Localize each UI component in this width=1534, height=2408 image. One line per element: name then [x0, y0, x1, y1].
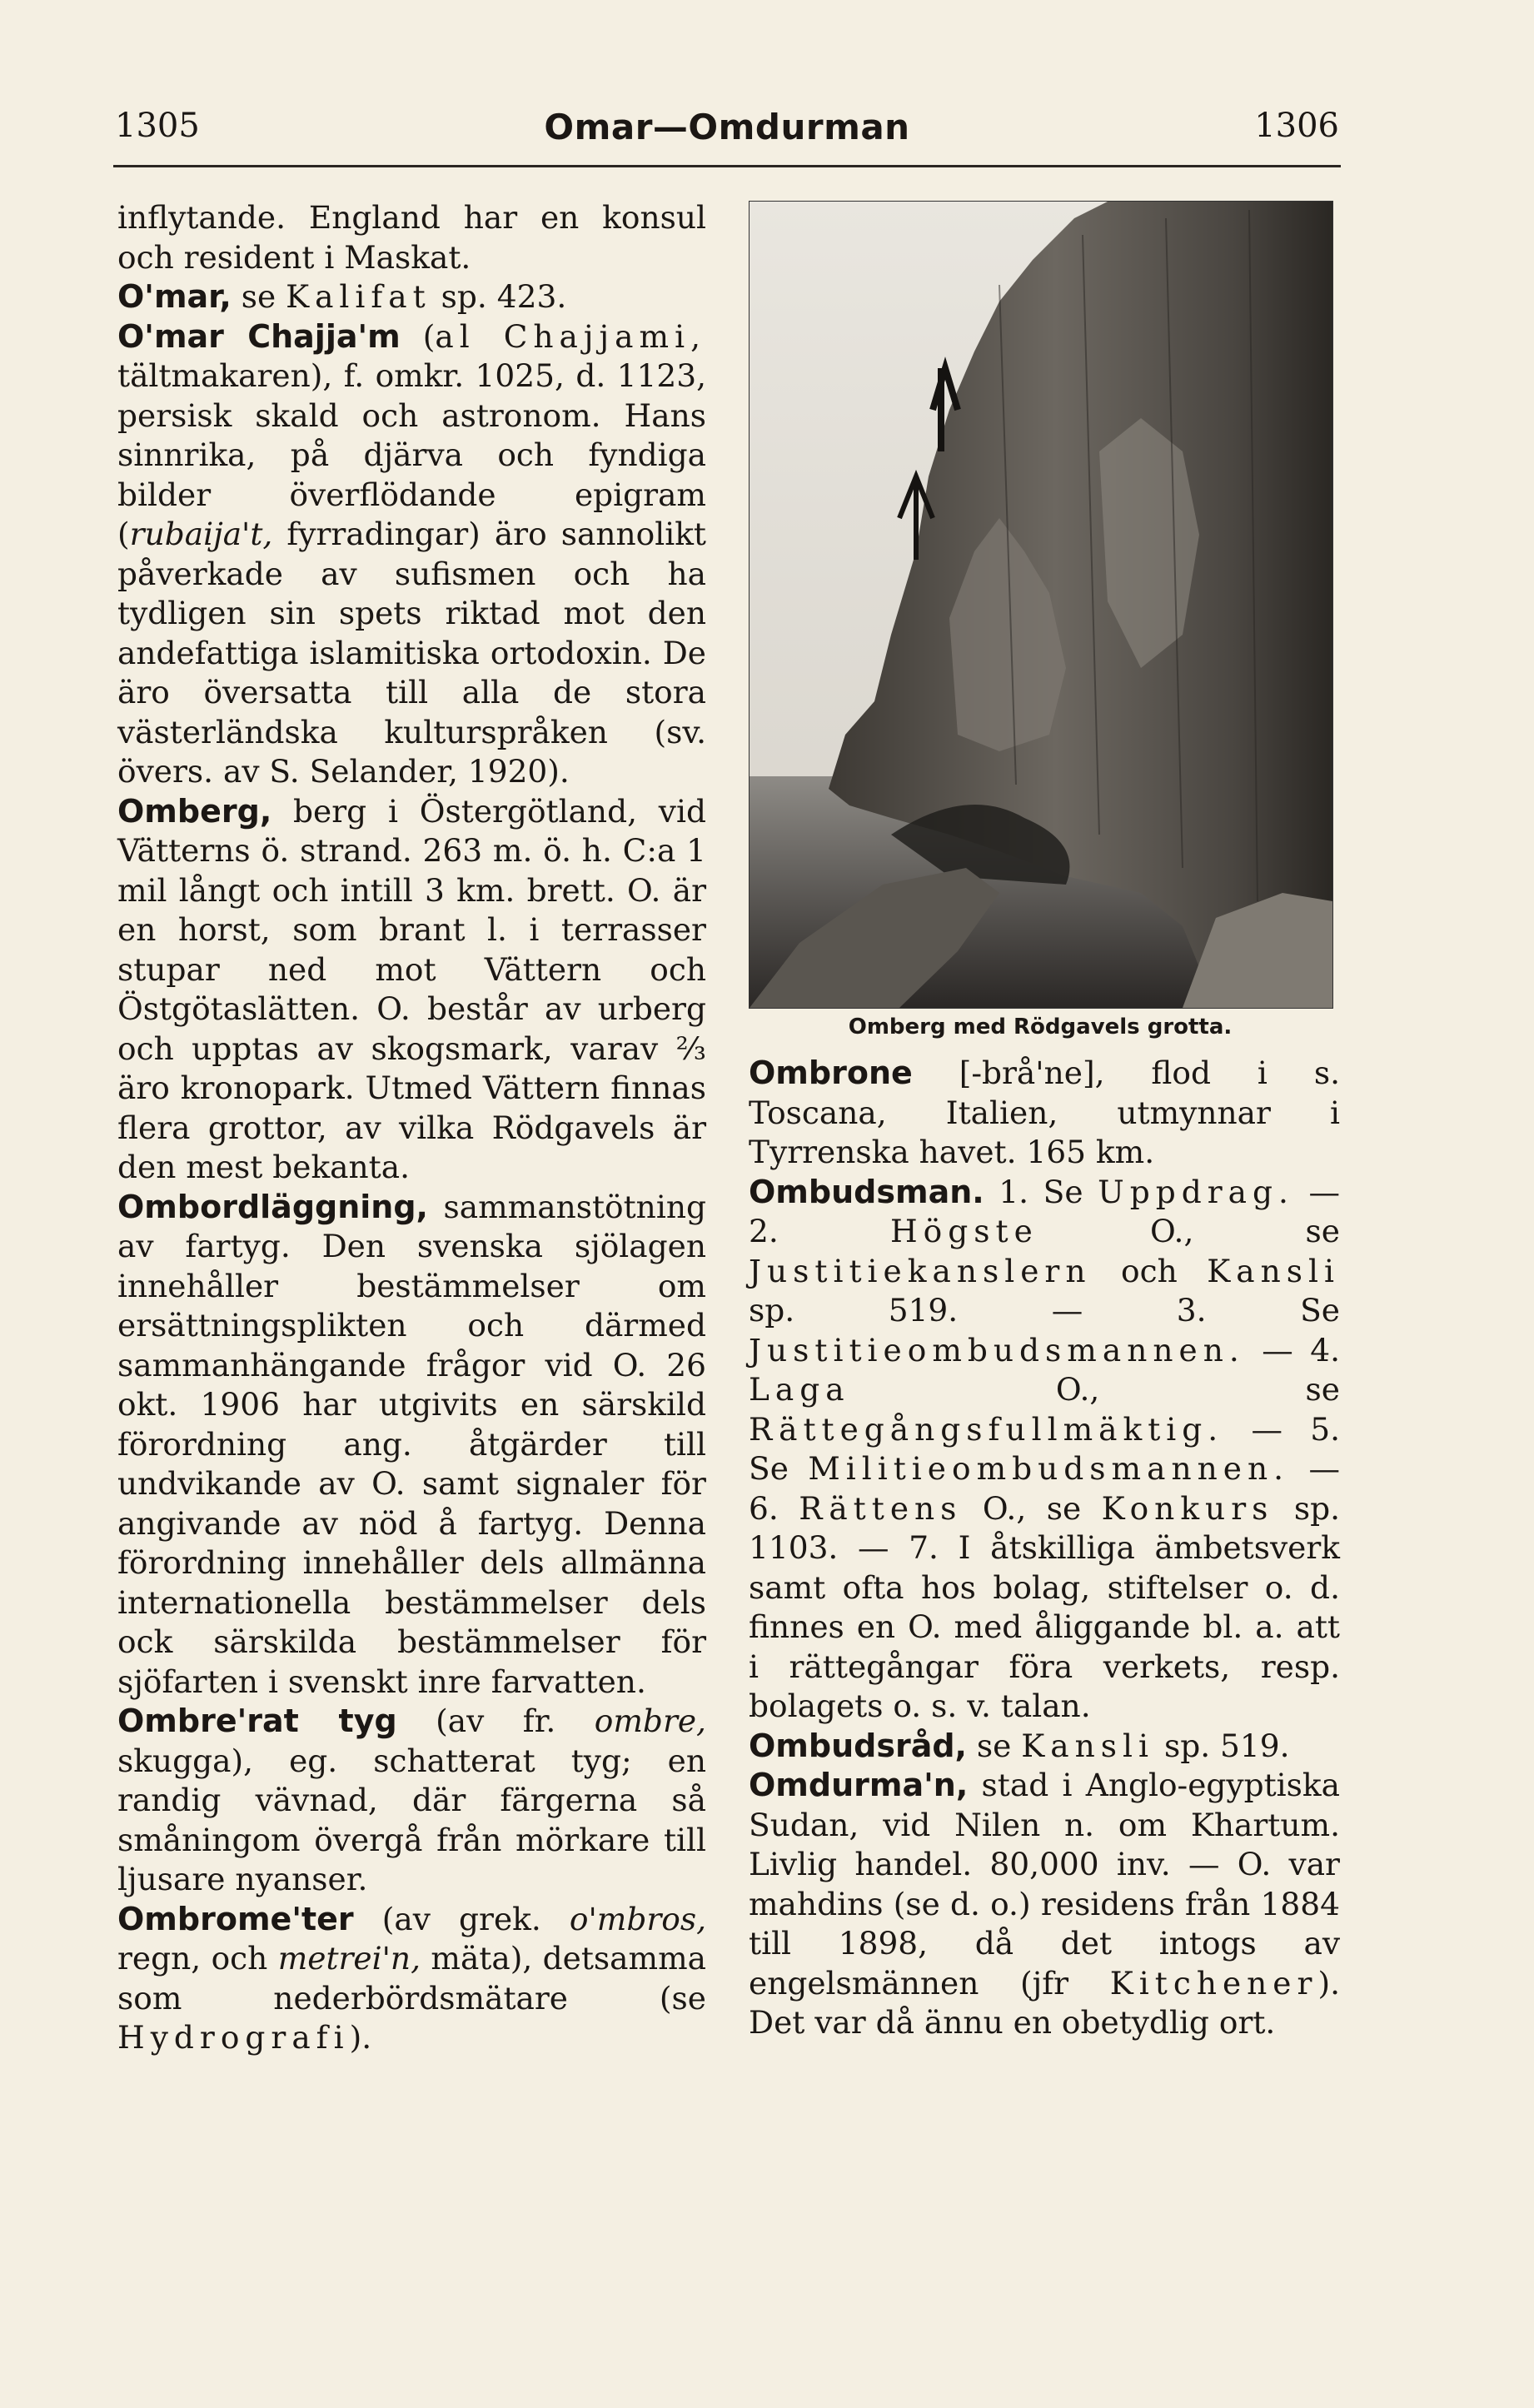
- headword: Ombordläggning,: [117, 1188, 428, 1225]
- cross-reference: Kalifat: [286, 278, 431, 315]
- running-header: [115, 107, 1339, 157]
- entry-ombudsman: Ombudsman. 1. Se Uppdrag. — 2. Högste O., se Justitiekanslern och Kansli sp. 519. — 3. Se Justitieombudsmannen. — 4. Laga O., se Rättegångsfullmäktig. — 5. Se Militieombudsmannen. — 6. Rättens O., se Konkurs sp. 1103. — 7. I åtskilliga ämbetsverk samt ofta hos bolag, stiftelser o. d. finnes en O. med åliggande bl. a. att i rättegångar föra verkets, resp. bolagets o. s. v. talan.: [749, 1173, 1341, 1724]
- cross-reference: Hydrografi: [117, 2019, 350, 2056]
- entry-ombrometer: Ombrome'ter (av grek. o'mbros, regn, och metrei'n, mäta), detsamma som nederbördsmätare (se Hydrografi).: [117, 1900, 706, 2056]
- entry-ombrerat-tyg: Ombre'rat tyg (av fr. ombre, skugga), eg. schatterat tyg; en randig vävnad, där färgerna så småningom övergå från mörkare till ljusare nyanser.: [117, 1703, 706, 1897]
- entry-continuation: inflytande. England har en konsul och resident i Maskat.: [117, 199, 706, 276]
- headword: Ombre'rat tyg: [117, 1703, 397, 1739]
- entry-ombordlaggning: Ombordläggning, sammanstötning av fartyg. Den svenska sjölagen innehåller bestämmelser om ersättningsplikten och därmed sammanhängande frågor vid O. 26 okt. 1906 har utgivits en särskild förordning ang. åtgärder till undvikande av O. samt signaler för angivande av nöd å fartyg. Denna förordning innehåller dels allmänna internationella bestämmelser dels ock särskilda bestämmelser för sjöfarten i svenskt inre farvatten.: [117, 1188, 706, 1700]
- header-rule: [113, 165, 1341, 167]
- left-column: [117, 198, 706, 2058]
- headword: O'mar Chajja'm: [117, 317, 401, 355]
- headword: Ombudsman.: [749, 1173, 984, 1210]
- entry-omdurman: Omdurma'n, stad i Anglo-egyptiska Sudan, vid Nilen n. om Khartum. Livlig handel. 80,000 inv. — O. var mahdins (se d. o.) residens från 1884 till 1898, då det intogs av engelsmännen (jfr Kitchener). Det var då ännu en obetydlig ort.: [749, 1767, 1340, 2041]
- headword: Ombrone: [749, 1054, 913, 1091]
- entry-ombudsrad: Ombudsråd, se Kansli sp. 519.: [749, 1727, 1290, 1764]
- headword: O'mar,: [117, 278, 232, 315]
- photo-caption: Omberg med Rödgavels grotta.: [848, 1015, 1233, 1039]
- entry-omberg: Omberg, berg i Östergötland, vid Vätterns ö. strand. 263 m. ö. h. C:a 1 mil långt och intill 3 km. brett. O. är en horst, som brant l. i terrasser stupar ned mot Vättern och Östgötaslätten. O. består av urberg och upptas av skogsmark, varav ⅔ äro kronopark. Utmed Vättern finnas flera grottor, av vilka Rödgavels är den mest bekanta.: [117, 792, 706, 1185]
- running-title: Omar—Omdurman: [544, 107, 910, 147]
- headword: Ombrome'ter: [117, 1900, 354, 1937]
- entry-omar-chajjam: O'mar Chajja'm (al Chajjami, tältmakaren), f. omkr. 1025, d. 1123, persisk skald och astronom. Hans sinnrika, på djärva och fyndiga bilder överflödande epigram (rubaija't, fyrradingar) äro sannolikt påverkade av sufismen och ha tydligen sin spets riktad mot den andefattiga islamitiska ortodoxin. De äro översatta till alla de stora västerländska kulturspråken (sv. övers. av S. Selander, 1920).: [117, 317, 706, 790]
- photo-omberg-grotta: [749, 201, 1333, 1009]
- right-page-number: 1306: [1254, 107, 1339, 145]
- headword: Ombudsråd,: [749, 1727, 967, 1764]
- headword: Omberg,: [117, 792, 272, 830]
- entry-omar: O'mar, se Kalifat sp. 423.: [117, 278, 567, 315]
- entry-ombrone: Ombrone [-brå'ne], flod i s. Toscana, Italien, utmynnar i Tyrrenska havet. 165 km.: [749, 1054, 1340, 1170]
- left-page-number: 1305: [115, 107, 200, 145]
- right-column: [749, 1054, 1340, 2043]
- headword: Omdurma'n,: [749, 1767, 969, 1803]
